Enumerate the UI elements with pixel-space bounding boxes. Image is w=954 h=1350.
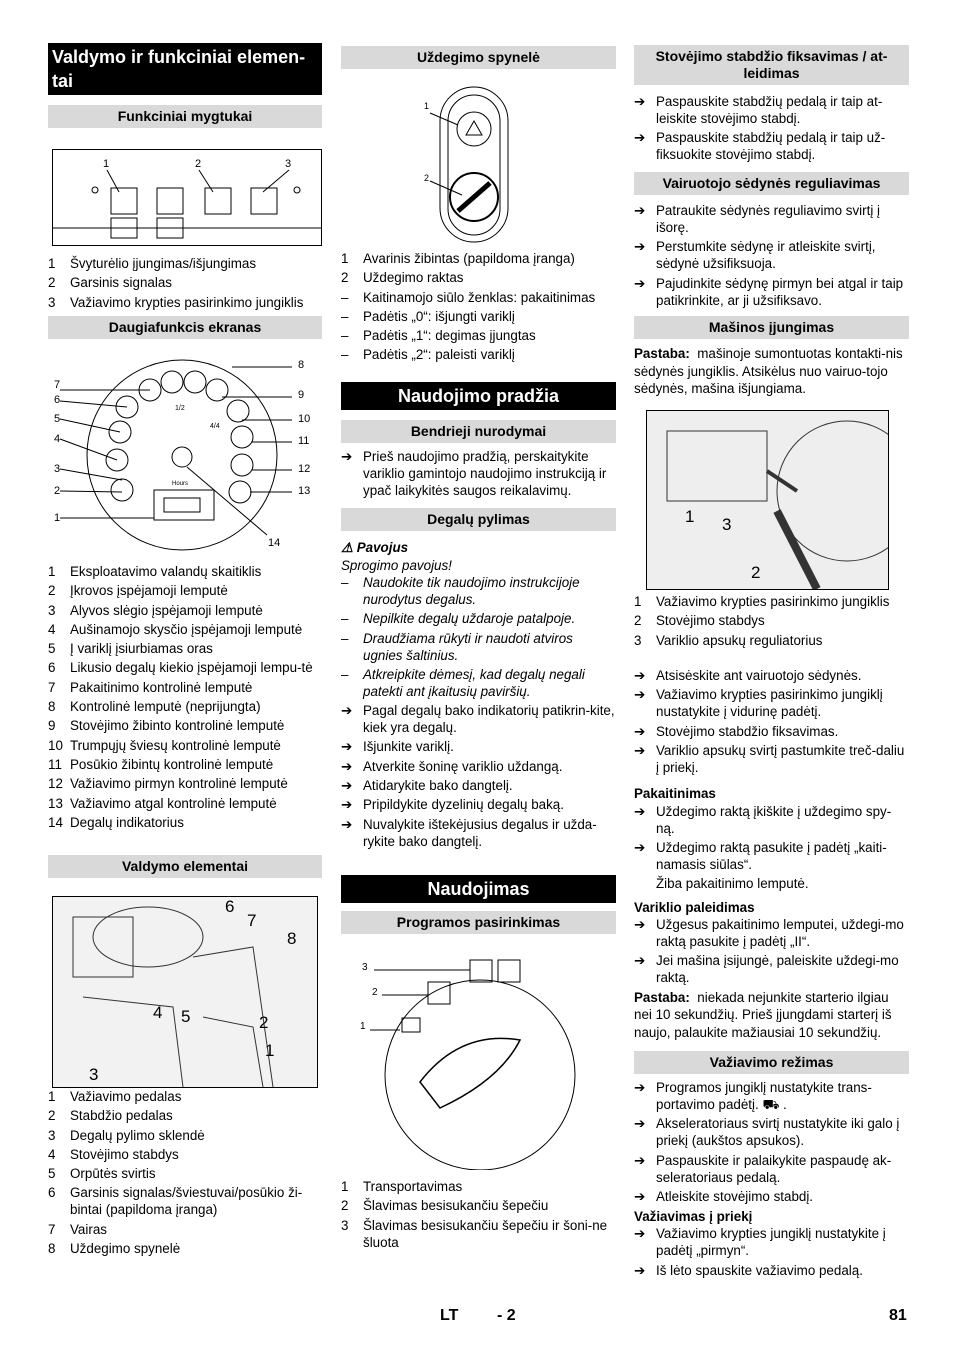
list-item	[48, 795, 322, 812]
cab-photo	[646, 410, 889, 590]
subsection-heading: Degalų pylimas	[341, 508, 616, 531]
list-item-text: Užgesus pakaitinimo lemputei, uždegi-mo raktą pasukite į padėtį „II“.	[656, 917, 904, 950]
list-item-text: Pagal degalų bako indikatorių patikrin-kite, kiek yra degalų.	[363, 703, 615, 736]
list-item-text: Uždegimo raktą pasukite į padėtį „kaiti-namasis siūlas“.	[656, 839, 887, 872]
button-panel-drawing	[53, 150, 321, 245]
list-item-text: Šlavimas besisukančiu šepečiu	[363, 1198, 549, 1214]
list-item	[48, 640, 322, 657]
list-marker: 1	[341, 251, 349, 266]
language-code: LT	[440, 1307, 459, 1324]
figure-label: 7	[54, 379, 61, 391]
list-item-text: Uždegimo raktą įkiškite į uždegimo spy-ną.	[656, 803, 892, 836]
list-item	[48, 1127, 322, 1144]
arrow-icon: ➔	[634, 1226, 646, 1242]
program-selector-figure	[360, 950, 610, 1170]
figure-label: 5	[181, 1007, 191, 1026]
list-marker: –	[341, 289, 349, 305]
figure-label: 14	[268, 537, 281, 549]
figure-label: 13	[298, 485, 311, 497]
list-item	[48, 621, 322, 638]
figure-label: 3	[54, 463, 61, 475]
list-item-text: Stabdžio pedalas	[70, 1108, 173, 1124]
function-buttons-figure	[52, 149, 322, 246]
list-item-text: Degalų pylimo sklendė	[70, 1127, 205, 1143]
list-item	[634, 93, 909, 127]
list-item-text: Paspauskite stabdžių pedalą ir taip už-fiksuokite stovėjimo stabdį.	[656, 130, 886, 163]
list-number: 3	[341, 1217, 349, 1233]
list-item-text: Avarinis žibintas (papildoma įranga)	[363, 251, 575, 266]
list-item	[48, 756, 322, 773]
fuel-full-label: 4/4	[210, 423, 220, 430]
item-list	[634, 593, 909, 651]
item-list	[341, 448, 616, 501]
list-item-text: Transportavimas	[363, 1179, 463, 1194]
list-item	[341, 758, 616, 775]
list-item-text: Stovėjimo stabdžio fiksavimas.	[656, 723, 839, 739]
list-number: 1	[634, 594, 642, 609]
note-paragraph	[634, 345, 909, 398]
arrow-icon: ➔	[341, 703, 353, 719]
list-item-text: Degalų indikatorius	[70, 814, 184, 830]
figure-label: 1	[103, 158, 110, 170]
list-item-text: Iš lėto spauskite važiavimo pedalą.	[656, 1262, 863, 1278]
list-item	[341, 702, 616, 736]
fuel-half-label: 1/2	[175, 405, 185, 412]
controls-drawing	[53, 897, 317, 1087]
list-number: 1	[48, 564, 56, 579]
list-item-text: Važiavimo krypties pasirinkimo jungiklis	[656, 594, 890, 609]
arrow-icon: ➔	[634, 1116, 646, 1132]
arrow-icon: ➔	[634, 239, 646, 255]
list-item	[341, 346, 616, 363]
list-item-text: Pakaitinimo kontrolinė lemputė	[70, 679, 253, 695]
list-item	[341, 777, 616, 794]
figure-label: 7	[247, 911, 257, 930]
program-selector-drawing	[360, 950, 610, 1170]
list-item-text: Posūkio žibintų kontrolinė lemputė	[70, 756, 274, 772]
list-marker: –	[341, 308, 349, 324]
list-number: 1	[48, 256, 56, 271]
item-list	[634, 916, 909, 986]
item-list	[634, 667, 909, 778]
list-item	[634, 667, 909, 684]
list-item	[634, 612, 909, 629]
subsection-heading: Uždegimo spynelė	[341, 46, 616, 69]
arrow-icon: ➔	[634, 1262, 646, 1278]
arrow-icon: ➔	[634, 1152, 646, 1168]
figure-label: 2	[54, 485, 61, 497]
figure-label: 3	[722, 515, 732, 534]
figure-label: 1	[685, 507, 695, 526]
list-number: 3	[48, 1127, 56, 1143]
list-item	[48, 1221, 322, 1238]
ignition-drawing	[418, 85, 518, 245]
list-number: 4	[48, 1146, 56, 1162]
step-heading: Važiavimas į priekį	[634, 1208, 753, 1224]
list-item-text: Šlavimas besisukančiu šepečiu ir šoni-ne šluota	[363, 1217, 608, 1250]
list-item	[48, 1088, 322, 1105]
item-list	[341, 1178, 616, 1253]
list-item	[341, 448, 616, 499]
list-item-text: Kaitinamojo siūlo ženklas: pakaitinimas	[363, 289, 596, 305]
hours-label: Hours	[172, 481, 189, 487]
list-marker: –	[341, 328, 349, 344]
list-item-text: Garsinis signalas	[70, 275, 172, 291]
multifunction-display-figure	[52, 355, 322, 555]
subsection-heading: Valdymo elementai	[48, 855, 322, 878]
list-item-text: Likusio degalų kiekio įspėjamoji lempu-tė	[70, 660, 313, 676]
section-title: Naudojimas	[341, 875, 616, 903]
list-item	[48, 1165, 322, 1182]
figure-label: 4	[54, 433, 61, 445]
arrow-icon: ➔	[634, 687, 646, 703]
list-item	[634, 238, 909, 272]
arrow-icon: ➔	[634, 953, 646, 969]
list-number: 9	[48, 718, 56, 734]
list-item-text: Atkreipkite dėmesį, kad degalų negali patekti ant įkaitusių paviršių.	[363, 666, 585, 699]
figure-label: 9	[298, 389, 305, 401]
list-item	[341, 666, 616, 700]
list-item	[48, 1146, 322, 1163]
list-marker: 2	[341, 270, 349, 286]
list-item	[341, 630, 616, 664]
list-item	[341, 289, 616, 306]
ignition-figure	[418, 85, 518, 245]
display-drawing	[52, 355, 322, 555]
list-item	[341, 327, 616, 344]
figure-label: 8	[298, 359, 305, 371]
list-item-text: Uždegimo raktas	[363, 270, 464, 286]
subsection-heading: Funkciniai mygtukai	[48, 105, 322, 128]
list-item-text: Švyturėlio įjungimas/išjungimas	[70, 256, 257, 271]
item-list	[634, 1225, 909, 1278]
item-list	[48, 563, 322, 833]
figure-label: 1	[360, 1021, 366, 1032]
arrow-icon: ➔	[341, 797, 353, 813]
list-item-text: Akseleratoriaus svirtį nustatykite iki galo į priekį (aukštos apsukos).	[656, 1116, 900, 1149]
dash-marker: –	[341, 575, 349, 590]
arrow-icon: ➔	[341, 778, 353, 794]
list-item	[341, 1197, 616, 1214]
list-item	[341, 269, 616, 286]
note-label: Pastaba:	[634, 989, 690, 1005]
list-number: 1	[48, 1089, 56, 1104]
arrow-icon: ➔	[634, 203, 646, 218]
list-item	[634, 742, 909, 776]
list-item-text: Jei mašina įsijungė, paleiskite uždegi-mo raktą.	[656, 953, 899, 986]
list-item	[48, 775, 322, 792]
list-item-text: Važiavimo pirmyn kontrolinė lemputė	[70, 776, 288, 792]
list-number: 4	[48, 621, 56, 637]
list-item-text: Atverkite šoninę variklio uždangą.	[363, 758, 563, 774]
list-item-text: Variklio apsukų svirtį pastumkite treč-daliu į priekį.	[656, 742, 905, 775]
list-item-text: Variklio apsukų reguliatorius	[656, 632, 823, 648]
list-item-text: Paspauskite ir palaikykite paspaudę ak-seleratoriaus pedalą.	[656, 1152, 892, 1185]
list-number: 2	[48, 1108, 56, 1124]
arrow-icon: ➔	[341, 449, 353, 464]
list-number: 2	[48, 583, 56, 599]
list-item	[48, 582, 322, 599]
subsection-heading: Vairuotojo sėdynės reguliavimas	[634, 172, 909, 195]
list-item-text: Padėtis „0“: išjungti variklį	[363, 308, 515, 324]
list-item-text: Važiavimo krypties pasirinkimo jungiklį nustatykite į vidurinę padėtį.	[656, 687, 883, 720]
list-item	[634, 1225, 909, 1259]
list-number: 6	[48, 660, 56, 676]
list-number: 3	[48, 294, 56, 310]
list-item	[634, 275, 909, 309]
warning-icon: ⚠	[341, 540, 357, 555]
list-marker: –	[341, 347, 349, 363]
subsection-heading: Programos pasirinkimas	[341, 911, 616, 934]
list-item	[341, 574, 616, 608]
section-page: - 2	[497, 1307, 516, 1324]
figure-label: 6	[54, 394, 61, 406]
list-number: 3	[634, 632, 642, 648]
danger-subtitle: Sprogimo pavojus!	[341, 557, 452, 573]
list-item-text: Padėtis „2“: paleisti variklį	[363, 347, 515, 363]
list-item	[634, 1262, 909, 1279]
list-item	[48, 679, 322, 696]
list-number: 14	[48, 814, 63, 830]
list-item	[48, 659, 322, 676]
list-item-text: Orpūtės svirtis	[70, 1166, 156, 1182]
arrow-icon: ➔	[634, 917, 646, 933]
list-item-text: Perstumkite sėdynę ir atleiskite svirtį, sėdynė užsifiksuoja.	[656, 239, 876, 272]
figure-label: 4	[153, 1003, 163, 1022]
danger-heading	[341, 539, 616, 557]
list-number: 2	[48, 275, 56, 291]
list-number: 13	[48, 795, 63, 811]
note-label: Pastaba:	[634, 346, 690, 361]
list-number: 10	[48, 737, 63, 753]
list-item	[48, 294, 322, 311]
arrow-icon: ➔	[634, 723, 646, 739]
list-item-text: Į variklį įsiurbiamas oras	[70, 641, 213, 657]
list-item	[48, 255, 322, 272]
list-number: 5	[48, 1166, 56, 1182]
arrow-icon: ➔	[634, 1080, 646, 1095]
list-number: 7	[48, 1221, 56, 1237]
list-item-text: Paspauskite stabdžių pedalą ir taip at-leiskite stovėjimo stabdį.	[656, 94, 883, 126]
figure-label: 2	[259, 1013, 269, 1032]
controls-photo	[52, 896, 318, 1088]
figure-label: 3	[285, 158, 292, 170]
list-number: 2	[341, 1198, 349, 1214]
list-item-text: Nuvalykite ištekėjusius degalus ir užda-rykite bako dangtelį.	[363, 816, 597, 849]
list-number: 12	[48, 776, 63, 792]
note-paragraph	[634, 989, 909, 1042]
list-item-text: Pripildykite dyzelinių degalų baką.	[363, 797, 564, 813]
list-item-text: Važiavimo krypties pasirinkimo jungiklis	[70, 294, 304, 310]
figure-label: 8	[287, 929, 297, 948]
item-list	[634, 93, 909, 166]
subsection-heading: Mašinos įjungimas	[634, 316, 909, 339]
arrow-icon: ➔	[634, 839, 646, 855]
list-number: 6	[48, 1185, 56, 1201]
list-item-text: Stovėjimo žibinto kontrolinė lemputė	[70, 718, 285, 734]
list-item	[341, 738, 616, 755]
list-item	[634, 686, 909, 720]
step-heading: Pakaitinimas	[634, 786, 716, 801]
list-item-text: Atidarykite bako dangtelį.	[363, 778, 513, 794]
figure-label: 2	[424, 173, 430, 183]
list-item-text: Stovėjimo stabdys	[656, 613, 765, 629]
list-number: 11	[48, 756, 62, 772]
list-item-text: Programos jungiklį nustatykite trans-portavimo padėtį. ⛟ .	[656, 1080, 872, 1112]
list-item-text: Garsinis signalas/šviestuvai/posūkio ži-bintai (papildoma įranga)	[70, 1185, 303, 1218]
list-item-text: Uždegimo spynelė	[70, 1241, 181, 1257]
dash-marker: –	[341, 611, 349, 627]
list-item	[634, 1079, 909, 1113]
figure-label: 2	[751, 563, 761, 582]
note-text: mašinoje sumontuotas kontakti-nis sėdynės jungiklis. Atsikėlus nuo vairuo-tojo sėdynės, mašina išjungiama.	[634, 346, 903, 396]
list-item	[48, 1184, 322, 1218]
arrow-icon: ➔	[634, 130, 646, 146]
list-item-text: Išjunkite variklį.	[363, 739, 454, 755]
figure-label: 2	[372, 987, 378, 998]
list-number: 8	[48, 699, 56, 715]
list-item-text: Atleiskite stovėjimo stabdį.	[656, 1188, 814, 1204]
figure-label: 12	[298, 463, 311, 475]
list-item-text: Kontrolinė lemputė (neprijungta)	[70, 699, 261, 715]
arrow-icon: ➔	[634, 275, 646, 291]
arrow-icon: ➔	[634, 742, 646, 758]
list-number: 7	[48, 679, 56, 695]
list-item-text: Patraukite sėdynės reguliavimo svirtį į išorę.	[656, 203, 881, 235]
list-item	[634, 916, 909, 950]
list-item	[341, 250, 616, 267]
figure-label: 2	[195, 158, 202, 170]
subsection-heading: Stovėjimo stabdžio fiksavimas / at-leidimas	[634, 45, 909, 85]
list-item	[634, 952, 909, 986]
figure-label: 3	[89, 1065, 99, 1084]
list-item	[634, 839, 909, 873]
item-list	[341, 250, 616, 366]
list-item	[341, 308, 616, 325]
list-item	[48, 1107, 322, 1124]
note-text: niekada nejunkite starterio ilgiau nei 10 sekundžių. Prieš įjungdami starterį iš naujo, palaukite mažiausiai 10 sekundžių.	[634, 989, 892, 1040]
list-item-text: Stovėjimo stabdys	[70, 1146, 179, 1162]
list-item-text: Alyvos slėgio įspėjamoji lemputė	[70, 602, 263, 618]
list-item	[634, 1115, 909, 1149]
list-item-text: Įkrovos įspėjamoji lemputė	[70, 583, 228, 599]
list-item	[341, 1217, 616, 1251]
list-number: 5	[48, 641, 56, 657]
list-item-text: Vairas	[70, 1221, 107, 1237]
list-number: 3	[48, 602, 56, 618]
subsection-heading: Važiavimo režimas	[634, 1051, 909, 1074]
list-item	[634, 593, 909, 610]
item-list	[341, 574, 616, 700]
list-item	[341, 796, 616, 813]
item-list	[634, 1079, 909, 1205]
step-note: Žiba pakaitinimo lemputė.	[656, 876, 809, 892]
figure-label: 6	[225, 897, 235, 916]
dash-marker: –	[341, 630, 349, 646]
list-item-text: Aušinamojo skysčio įspėjamoji lemputė	[70, 621, 303, 637]
item-list	[341, 702, 616, 849]
list-item-text: Naudokite tik naudojimo instrukcijoje nurodytus degalus.	[363, 575, 580, 607]
list-number: 1	[341, 1179, 349, 1194]
list-item	[48, 602, 322, 619]
list-number: 2	[634, 613, 642, 629]
item-list	[634, 202, 909, 311]
list-item	[48, 717, 322, 734]
list-item	[48, 1240, 322, 1257]
list-item	[341, 1178, 616, 1195]
figure-label: 11	[298, 435, 310, 447]
list-item-text: Draudžiama rūkyti ir naudoti atviros ugnies šaltinius.	[363, 630, 573, 663]
arrow-icon: ➔	[341, 816, 353, 832]
list-item	[634, 723, 909, 740]
list-number: 8	[48, 1241, 56, 1257]
step-heading: Variklio paleidimas	[634, 899, 755, 915]
list-item	[48, 737, 322, 754]
section-title: Valdymo ir funkciniai elemen-tai	[48, 43, 322, 95]
list-item	[634, 1188, 909, 1205]
list-item-text: Važiavimo atgal kontrolinė lemputė	[70, 795, 277, 811]
list-item	[634, 803, 909, 837]
figure-label: 1	[54, 512, 61, 524]
list-item	[634, 1152, 909, 1186]
list-item	[634, 632, 909, 649]
arrow-icon: ➔	[634, 1188, 646, 1204]
danger-title: Pavojus	[356, 540, 409, 555]
arrow-icon: ➔	[634, 803, 646, 819]
figure-label: 1	[265, 1041, 275, 1060]
figure-label: 1	[424, 101, 430, 111]
page-number: 81	[889, 1307, 907, 1324]
list-item	[634, 202, 909, 236]
section-title: Naudojimo pradžia	[341, 382, 616, 410]
item-list	[48, 1088, 322, 1259]
list-item	[341, 610, 616, 627]
list-item-text: Važiavimo krypties jungiklį nustatykite į padėtį „pirmyn“.	[656, 1226, 886, 1259]
list-item-text: Eksploatavimo valandų skaitiklis	[70, 564, 262, 579]
item-list	[634, 803, 909, 873]
list-item	[48, 698, 322, 715]
subsection-heading: Bendrieji nurodymai	[341, 420, 616, 443]
arrow-icon: ➔	[634, 668, 646, 683]
arrow-icon: ➔	[341, 739, 353, 755]
list-item	[48, 563, 322, 580]
list-item-text: Prieš naudojimo pradžią, perskaitykite variklio gamintojo naudojimo instrukciją ir ypač laikykitės saugos reikalavimų.	[363, 449, 607, 498]
cab-drawing	[647, 411, 888, 589]
list-item-text: Važiavimo pedalas	[70, 1089, 182, 1104]
list-item	[341, 816, 616, 850]
list-item	[48, 274, 322, 291]
list-item	[48, 814, 322, 831]
figure-label: 3	[362, 962, 368, 973]
list-item-text: Atsisėskite ant vairuotojo sėdynės.	[656, 668, 862, 683]
arrow-icon: ➔	[634, 94, 646, 109]
item-list	[48, 255, 322, 313]
subsection-heading: Daugiafunkcis ekranas	[48, 316, 322, 339]
list-item-text: Padėtis „1“: degimas įjungtas	[363, 328, 536, 344]
list-item-text: Pajudinkite sėdynę pirmyn bei atgal ir taip patikrinkite, ar ji užsifiksavo.	[656, 275, 904, 308]
figure-label: 10	[298, 413, 311, 425]
list-item	[634, 129, 909, 163]
list-item-text: Trumpųjų šviesų kontrolinė lemputė	[70, 737, 281, 753]
arrow-icon: ➔	[341, 758, 353, 774]
list-item-text: Nepilkite degalų uždaroje patalpoje.	[363, 611, 576, 627]
dash-marker: –	[341, 666, 349, 682]
figure-label: 5	[54, 413, 61, 425]
